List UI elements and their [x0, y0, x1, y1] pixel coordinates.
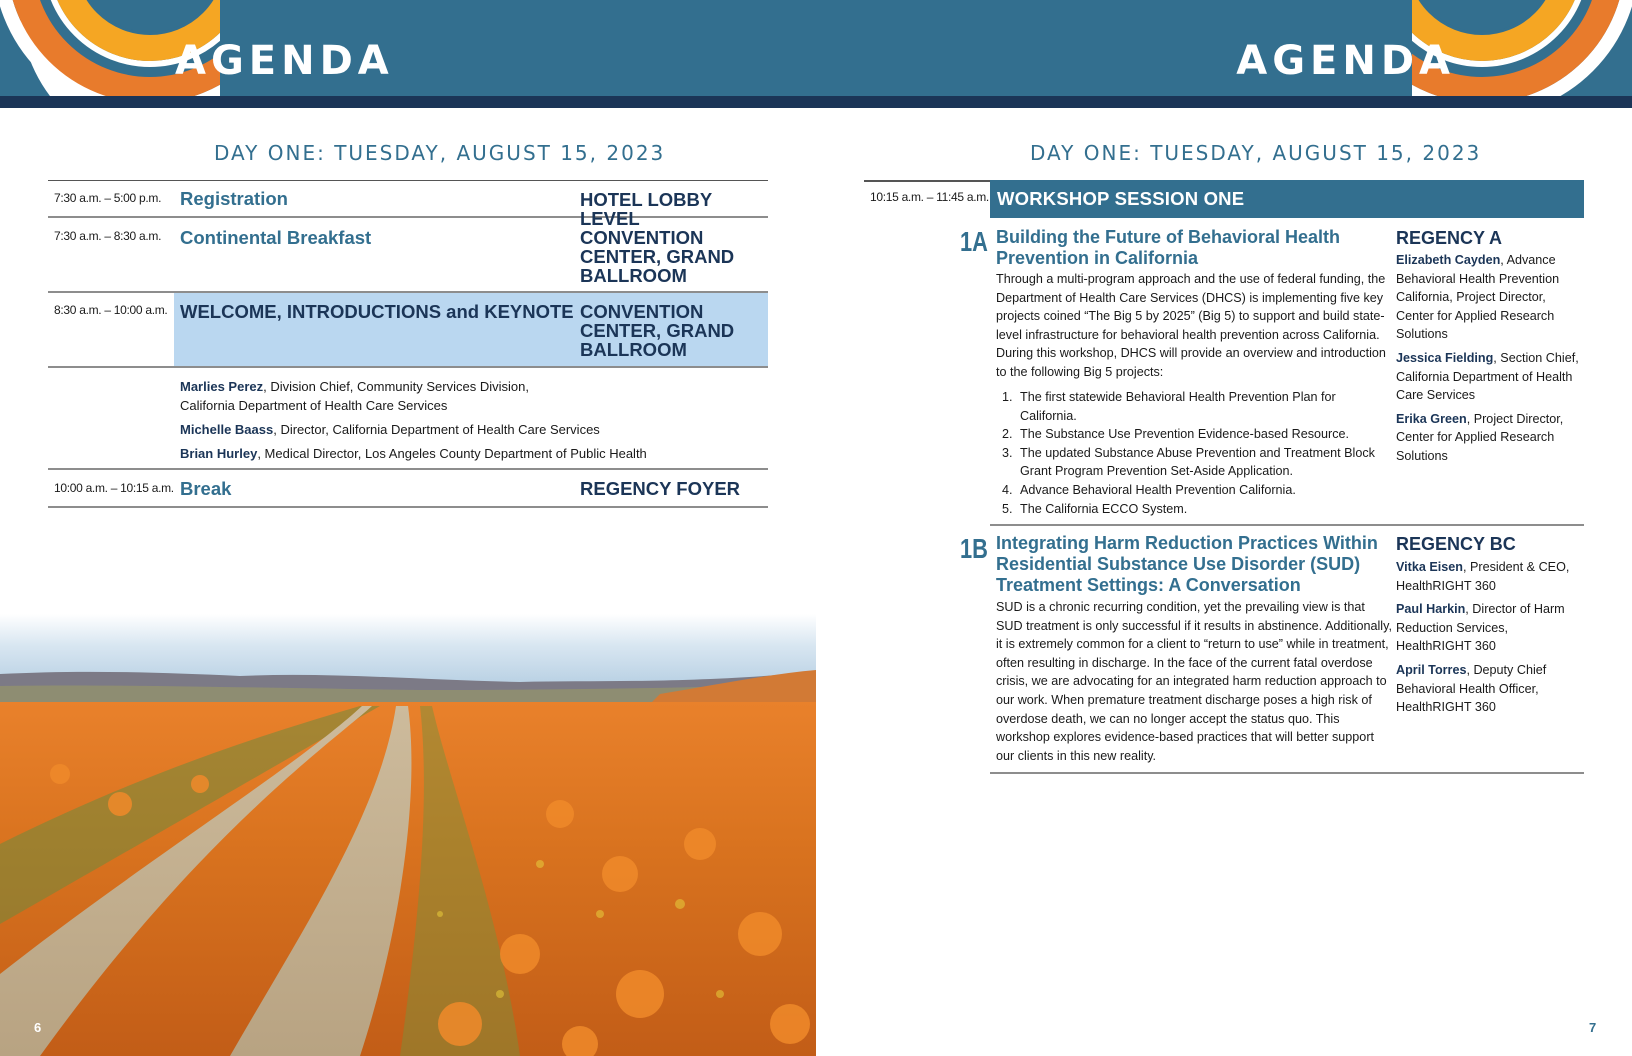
- agenda-row-breakfast: [48, 218, 768, 293]
- speaker-name: Marlies Perez: [180, 379, 264, 394]
- speaker-name: Erika Green: [1396, 411, 1467, 426]
- list-number: 2.: [1002, 427, 1013, 442]
- list-number: 1.: [1002, 390, 1013, 404]
- agenda-time: 7:30 a.m. – 8:30 a.m.: [54, 229, 162, 243]
- list-text: The California ECCO System.: [1020, 501, 1188, 516]
- speaker-role: , Division Chief, Community Services Division,: [263, 379, 529, 394]
- speaker-name: April Torres: [1396, 662, 1467, 677]
- session-divider: [990, 772, 1584, 774]
- list-text: The updated Substance Abuse Prevention and Treatment Block Grant Program Prevention Set-Aside Application.: [1020, 445, 1375, 479]
- speaker-name: Vitka Eisen: [1396, 560, 1463, 574]
- list-text: The first statewide Behavioral Health Prevention Plan for California.: [1020, 390, 1336, 423]
- header-band: [0, 0, 1632, 108]
- keynote-speakers: [180, 377, 647, 468]
- agenda-title: Continental Breakfast: [180, 227, 372, 248]
- speaker-role: , Advance Behavioral Health Prevention California, Project Director, Center for Applied Research Solutions: [1396, 253, 1560, 342]
- workshop-time: 10:15 a.m. – 11:45 a.m.: [870, 190, 989, 204]
- list-text: The Substance Use Prevention Evidence-based Resource.: [1020, 427, 1350, 442]
- list-item: [1002, 500, 1392, 519]
- list-text: Advance Behavioral Health Prevention California.: [1020, 482, 1296, 497]
- agenda-location: CONVENTION CENTER, GRAND BALLROOM: [580, 227, 735, 286]
- list-item: [1002, 388, 1392, 425]
- agenda-title: Break: [180, 478, 232, 499]
- agenda-time: 7:30 a.m. – 5:00 p.m.: [54, 191, 162, 205]
- speaker-name: Brian Hurley: [180, 446, 258, 461]
- agenda-time: 8:30 a.m. – 10:00 a.m.: [54, 303, 168, 317]
- agenda-title: WELCOME, INTRODUCTIONS and KEYNOTE: [180, 301, 574, 322]
- speaker-name: Jessica Fielding: [1396, 350, 1494, 365]
- workshop-session-title: WORKSHOP SESSION ONE: [997, 188, 1245, 209]
- session-title-1b: Integrating Harm Reduction Practices Within Residential Substance Use Disorder (SUD) Treatment Settings: A Conversation: [996, 533, 1378, 595]
- workshop-session-banner: [990, 180, 1584, 218]
- poppy-field-photo: [0, 614, 816, 1056]
- page-number-left: 6: [34, 1020, 42, 1035]
- agenda-title: Registration: [180, 188, 288, 209]
- session-description-1b: SUD is a chronic recurring condition, yet the prevailing view is that SUD treatment is only successful if it results in abstinence. Additionally, it is extremely common for a client to “return to use” while in treatment, often resulting in discharge. In the face of the current fatal overdose crisis, we are advocating for an integrated harm reduction approach to our work. When premature treatment discharge poses a high risk of overdose death, we can no longer accept the status quo. This workshop explores evidence-based practices that will better support our clients in this new reality.: [996, 600, 1392, 763]
- speaker-role: , Director, California Department of Health Care Services: [273, 422, 600, 437]
- speaker-entry: [1396, 349, 1586, 405]
- agenda-title-right: AGENDA: [1236, 38, 1455, 84]
- speaker-name: Elizabeth Cayden: [1396, 253, 1501, 267]
- session-room-1a: REGENCY A: [1396, 228, 1503, 248]
- session-description-1a: Through a multi-program approach and the use of federal funding, the Department of Health Care Services (DHCS) is implementing five key projects coined “The Big 5 by 2025” (Big 5) to support and build state-level infrastructure for behavioral health prevention across California. During this workshop, DHCS will provide an overview and introduction to the following Big 5 projects:: [996, 272, 1386, 379]
- header-rule: [0, 96, 1632, 108]
- day-heading-right: DAY ONE: TUESDAY, AUGUST 15, 2023: [1030, 141, 1482, 165]
- speaker-entry: [180, 444, 647, 463]
- speaker-name: Michelle Baass: [180, 422, 274, 437]
- agenda-location: HOTEL LOBBY LEVEL: [580, 189, 712, 229]
- list-item: [1002, 444, 1392, 481]
- agenda-row-break: [48, 470, 768, 508]
- agenda-row-registration: [48, 180, 768, 229]
- speaker-entry: [1396, 661, 1586, 717]
- workshop-time-rule: [864, 180, 990, 182]
- speaker-entry: [1396, 410, 1586, 466]
- speaker-role: , President & CEO, HealthRIGHT 360: [1396, 560, 1570, 593]
- speaker-role: , Director of Harm Reduction Services, HealthRIGHT 360: [1396, 602, 1565, 654]
- speaker-entry: [1396, 251, 1586, 344]
- session-code-1b: 1B: [960, 533, 988, 564]
- session-speakers-1b: [1396, 558, 1586, 722]
- list-item: [1002, 425, 1392, 444]
- list-item: [1002, 481, 1392, 500]
- speaker-role: , Project Director, Center for Applied Research Solutions: [1396, 411, 1564, 463]
- agenda-location: REGENCY FOYER: [580, 478, 741, 499]
- session-room-1b: REGENCY BC: [1396, 534, 1516, 554]
- page-number-right: 7: [1589, 1020, 1597, 1035]
- day-heading-left: DAY ONE: TUESDAY, AUGUST 15, 2023: [214, 141, 666, 165]
- speaker-entry: [180, 420, 647, 439]
- speaker-role: , Section Chief, California Department of Health Care Services: [1396, 350, 1579, 403]
- session-speakers-1a: [1396, 251, 1586, 471]
- list-number: 4.: [1002, 482, 1013, 497]
- agenda-title-left: AGENDA: [175, 38, 394, 84]
- speaker-entry: [1396, 600, 1586, 656]
- speaker-entry: [180, 377, 647, 415]
- session-code-1a: 1A: [960, 226, 988, 257]
- speaker-role: California Department of Health Care Services: [180, 398, 448, 413]
- speaker-name: Paul Harkin: [1396, 602, 1466, 617]
- speaker-entry: [1396, 558, 1586, 595]
- session-title-1a: Building the Future of Behavioral Health Prevention in California: [996, 227, 1341, 268]
- big5-project-list: [1002, 388, 1392, 518]
- list-number: 5.: [1002, 501, 1013, 516]
- agenda-row-keynote-speakers: [48, 368, 768, 470]
- agenda-location: CONVENTION CENTER, GRAND BALLROOM: [580, 301, 735, 360]
- agenda-table: [48, 180, 768, 508]
- speaker-role: , Medical Director, Los Angeles County Department of Public Health: [257, 446, 647, 461]
- agenda-time: 10:00 a.m. – 10:15 a.m.: [54, 481, 174, 495]
- list-number: 3.: [1002, 445, 1013, 460]
- agenda-row-keynote: [48, 293, 768, 368]
- session-divider: [990, 524, 1584, 526]
- speaker-role: , Deputy Chief Behavioral Health Officer, HealthRIGHT 360: [1396, 662, 1547, 715]
